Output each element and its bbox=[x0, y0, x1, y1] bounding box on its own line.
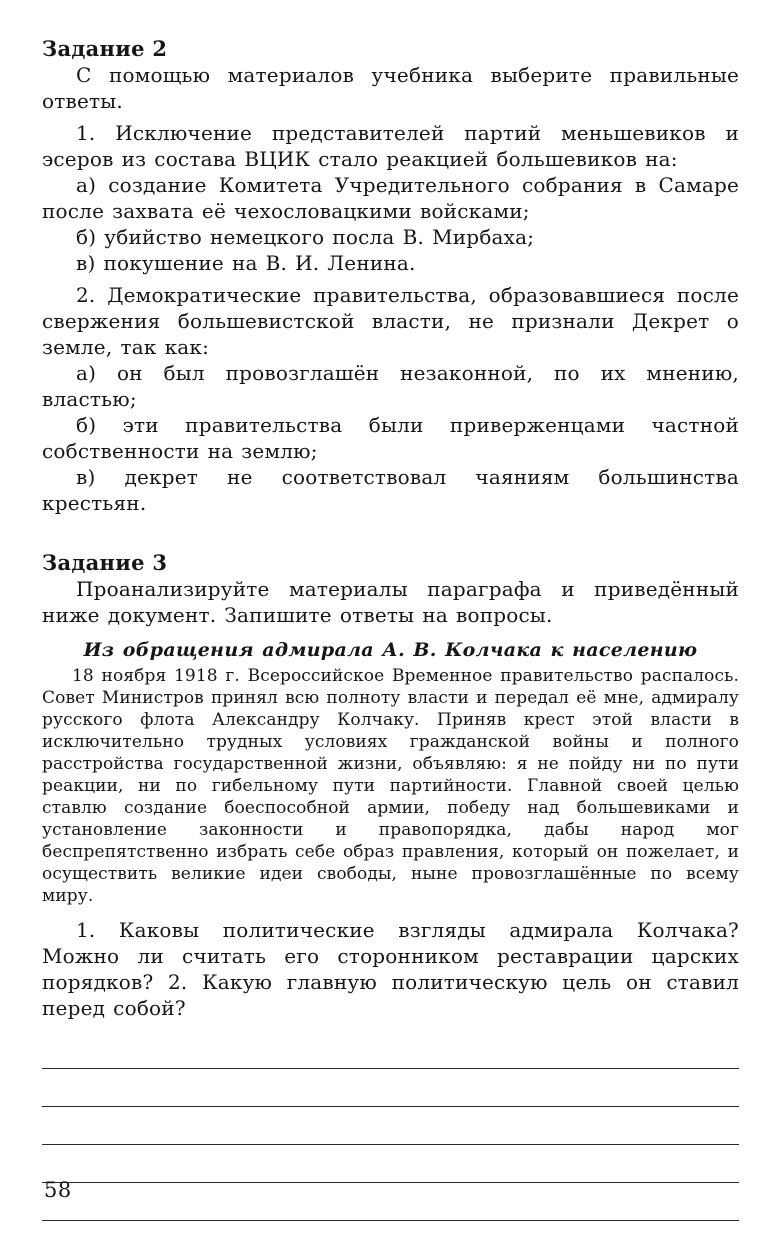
answer-line bbox=[42, 1107, 739, 1145]
answer-line bbox=[42, 1183, 739, 1221]
task2-intro: С помощью материалов учебника выберите правильные ответы. bbox=[42, 63, 739, 113]
task2-section bbox=[42, 36, 739, 516]
task2-title: Задание 2 bbox=[42, 36, 168, 61]
answer-line bbox=[42, 1069, 739, 1107]
answer-line bbox=[42, 1031, 739, 1069]
task2-question1-option-b: б) убийство немецкого посла В. Мирбаха; bbox=[76, 225, 535, 249]
task2-question2-stem: 2. Демократические правительства, образовавшиеся после свержения большевистской власти, не признали Декрет о земле, так как: bbox=[42, 283, 739, 359]
task2-question1-option-a: а) создание Комитета Учредительного собрания в Самаре после захвата её чехословацкими войсками; bbox=[42, 173, 739, 223]
task2-question2-option-c: в) декрет не соответствовал чаяниям большинства крестьян. bbox=[42, 465, 739, 515]
answer-line bbox=[42, 1145, 739, 1183]
task3-questions: 1. Каковы политические взгляды адмирала Колчака? Можно ли считать его сторонником реставрации царских порядков? 2. Какую главную политическую цель он ставил перед собой? bbox=[42, 918, 739, 1020]
task3-title: Задание 3 bbox=[42, 550, 168, 575]
task2-question1-option-c: в) покушение на В. И. Ленина. bbox=[76, 251, 416, 275]
document-title: Из обращения адмирала А. В. Колчака к населению bbox=[83, 639, 698, 661]
task2-question2-option-b: б) эти правительства были приверженцами частной собственности на землю; bbox=[42, 413, 739, 463]
task2-question1-stem: 1. Исключение представителей партий меньшевиков и эсеров из состава ВЦИК стало реакцией большевиков на: bbox=[42, 121, 739, 171]
answer-lines-block bbox=[42, 1031, 739, 1221]
document-body: 18 ноября 1918 г. Всероссийское Временное правительство распалось. Совет Министров принял всю полноту власти и передал её мне, адмиралу русского флота Александру Колчаку. Приняв крест этой власти в исключительно трудных условиях гражданской войны и полного расстройства государственной жизни, объявляю: я не пойду ни по пути реакции, ни по гибельному пути партийности. Главной своей целью ставлю создание боеспособной армии, победу над большевиками и установление законности и правопорядка, дабы народ мог беспрепятственно избрать себе образ правления, который он пожелает, и осуществить великие идеи свободы, ныне провозглашённые по всему миру. bbox=[42, 666, 739, 906]
page-number: 58 bbox=[44, 1178, 72, 1202]
task3-section bbox=[42, 550, 739, 1021]
task3-intro: Проанализируйте материалы параграфа и приведённый ниже документ. Запишите ответы на вопросы. bbox=[42, 577, 739, 627]
task2-question2-option-a: а) он был провозглашён незаконной, по их мнению, властью; bbox=[42, 361, 739, 411]
